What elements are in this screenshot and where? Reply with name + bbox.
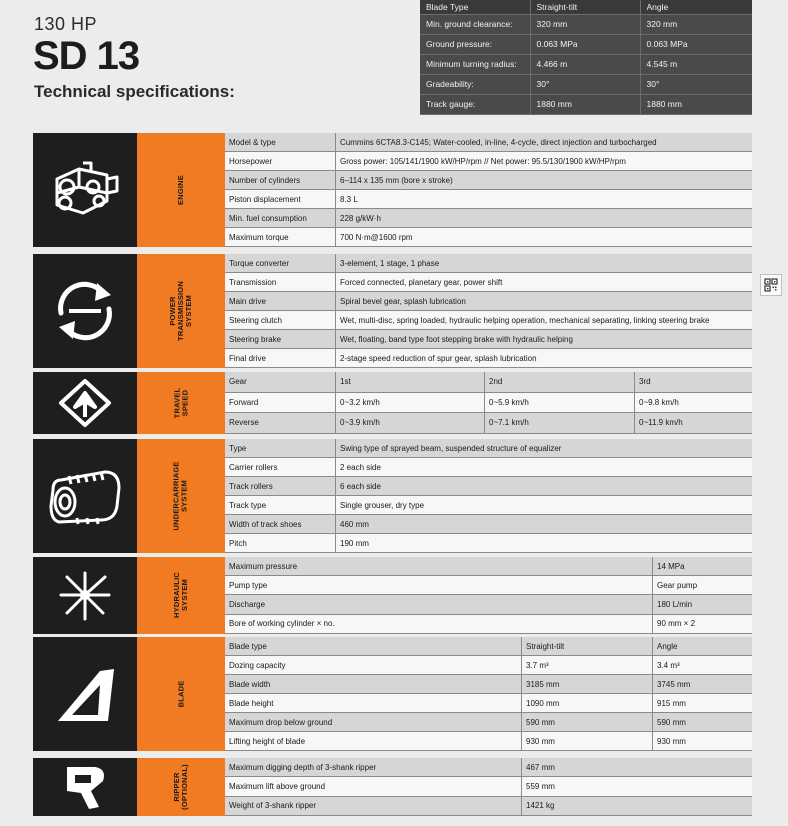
- spec-name: Discharge: [229, 599, 266, 609]
- spec-value: Wet, multi-disc, spring loaded, hydraulic helping operation, mechanical separating, linking steering brake: [335, 311, 752, 329]
- section-power-transmission: [33, 254, 752, 368]
- summary-col-header: Angle: [640, 0, 752, 14]
- spec-value: 3745 mm: [652, 675, 752, 693]
- summary-table-header: [420, 0, 752, 14]
- spec-name: Width of track shoes: [229, 519, 302, 529]
- spec-name: Horsepower: [229, 156, 273, 166]
- hydraulic-icon: [33, 557, 137, 634]
- transmission-icon: [33, 254, 137, 368]
- spec-value: Cummins 6CTA8.3-C145; Water-cooled, in-line, 4-cycle, direct injection and turbocharged: [335, 133, 752, 151]
- section-engine: [33, 133, 752, 247]
- spec-row: [225, 228, 752, 247]
- spec-value: 14 MPa: [652, 557, 752, 575]
- spec-row: [225, 675, 752, 694]
- spec-value: 3-element, 1 stage, 1 phase: [335, 254, 752, 272]
- spec-name: Weight of 3-shank ripper: [229, 801, 317, 811]
- section-label: [137, 758, 225, 816]
- section-label-text: ENGINE: [176, 175, 185, 205]
- spec-rows: [225, 254, 752, 368]
- spec-name: Maximum digging depth of 3-shank ripper: [229, 762, 377, 772]
- summary-cell: Minimum turning radius:: [420, 54, 530, 74]
- spec-value: 0~3.2 km/h: [335, 393, 484, 413]
- spec-row: [225, 656, 752, 675]
- spec-row: [225, 439, 752, 458]
- engine-icon: [33, 133, 137, 247]
- summary-cell: 320 mm: [640, 14, 752, 34]
- spec-row: [225, 515, 752, 534]
- spec-name: Maximum pressure: [229, 561, 298, 571]
- blade-icon: [33, 637, 137, 751]
- spec-name: Piston displacement: [229, 194, 301, 204]
- subtitle: Technical specifications:: [34, 82, 235, 101]
- spec-value: 2 each side: [335, 458, 752, 476]
- spec-value: 3185 mm: [521, 675, 652, 693]
- spec-value: 0~3.9 km/h: [335, 413, 484, 433]
- spec-value: Straight-tilt: [521, 637, 652, 655]
- summary-row: [420, 94, 752, 114]
- summary-cell: Ground pressure:: [420, 34, 530, 54]
- spec-row: [225, 732, 752, 751]
- spec-name: Min. fuel consumption: [229, 213, 307, 223]
- spec-row: [225, 190, 752, 209]
- spec-rows: [225, 439, 752, 553]
- spec-value: 559 mm: [521, 777, 752, 795]
- spec-value: Wet, floating, band type foot stepping brake with hydraulic helping: [335, 330, 752, 348]
- model-title: SD 13: [33, 34, 140, 78]
- spec-row: [225, 694, 752, 713]
- spec-name: Maximum drop below ground: [229, 717, 333, 727]
- spec-name: Carrier rollers: [229, 462, 278, 472]
- horsepower-heading: 130 HP: [34, 14, 98, 34]
- spec-value: 1421 kg: [521, 797, 752, 815]
- spec-row: [225, 458, 752, 477]
- spec-value: 8.3 L: [335, 190, 752, 208]
- spec-row: [225, 615, 752, 634]
- spec-name: Transmission: [229, 277, 277, 287]
- spec-row: [225, 171, 752, 190]
- section-blade: [33, 637, 752, 751]
- spec-value: 3rd: [634, 372, 752, 392]
- spec-rows: [225, 133, 752, 247]
- spec-row: [225, 557, 752, 576]
- spec-row: [225, 713, 752, 732]
- spec-value: 0~7.1 km/h: [484, 413, 634, 433]
- spec-row: [225, 311, 752, 330]
- spec-name: Main drive: [229, 296, 266, 306]
- summary-cell: 1880 mm: [530, 94, 640, 114]
- spec-value: 915 mm: [652, 694, 752, 712]
- spec-value: 190 mm: [335, 534, 752, 552]
- spec-name: Number of cylinders: [229, 175, 301, 185]
- summary-cell: Track gauge:: [420, 94, 530, 114]
- spec-row: [225, 273, 752, 292]
- spec-name: Track type: [229, 500, 267, 510]
- spec-row: [225, 254, 752, 273]
- spec-value: Angle: [652, 637, 752, 655]
- summary-cell: 4.545 m: [640, 54, 752, 74]
- spec-value: Forced connected, planetary gear, power shift: [335, 273, 752, 291]
- travel-speed-icon: [33, 372, 137, 434]
- spec-name: Reverse: [229, 418, 259, 428]
- spec-value: 3.7 m³: [521, 656, 652, 674]
- spec-name: Blade height: [229, 698, 274, 708]
- spec-row: [225, 576, 752, 595]
- summary-cell: 30°: [640, 74, 752, 94]
- section-label: [137, 133, 225, 247]
- spec-row: [225, 133, 752, 152]
- spec-value: 590 mm: [652, 713, 752, 731]
- section-hydraulic: [33, 557, 752, 634]
- section-label-text: RIPPER (OPTIONAL): [172, 764, 189, 810]
- section-label: [137, 637, 225, 751]
- spec-name: Track rollers: [229, 481, 273, 491]
- spec-row: [225, 797, 752, 816]
- spec-value: 930 mm: [652, 732, 752, 750]
- summary-cell: Gradeability:: [420, 74, 530, 94]
- spec-name: Type: [229, 443, 247, 453]
- spec-value: Swing type of sprayed beam, suspended structure of equalizer: [335, 439, 752, 457]
- spec-name: Blade type: [229, 641, 267, 651]
- spec-value: Single grouser, dry type: [335, 496, 752, 514]
- spec-name: Maximum torque: [229, 232, 289, 242]
- section-label-text: HYDRAULIC SYSTEM: [172, 572, 189, 619]
- spec-name: Forward: [229, 397, 259, 407]
- spec-name: Bore of working cylinder × no.: [229, 619, 335, 629]
- section-label: [137, 557, 225, 634]
- spec-name: Steering brake: [229, 334, 282, 344]
- spec-row: [225, 477, 752, 496]
- spec-value: 180 L/min: [652, 595, 752, 613]
- section-undercarriage: [33, 439, 752, 553]
- spec-rows: [225, 637, 752, 751]
- ripper-icon: [33, 758, 137, 816]
- spec-value: 228 g/kW·h: [335, 209, 752, 227]
- spec-name: Gear: [229, 377, 247, 387]
- spec-name: Steering clutch: [229, 315, 282, 325]
- section-travel-speed: [33, 372, 752, 434]
- section-label-text: UNDERCARRIAGE SYSTEM: [172, 461, 189, 531]
- spec-name: Final drive: [229, 353, 266, 363]
- spec-row: [225, 595, 752, 614]
- spec-value: 0~11.9 km/h: [634, 413, 752, 433]
- qr-code-icon: [764, 278, 778, 292]
- spec-rows: [225, 557, 752, 634]
- spec-row: [225, 292, 752, 311]
- spec-row: [225, 152, 752, 171]
- spec-row: [225, 637, 752, 656]
- spec-value: 2nd: [484, 372, 634, 392]
- spec-value: 0~5.9 km/h: [484, 393, 634, 413]
- summary-row: [420, 74, 752, 94]
- spec-row: [225, 496, 752, 515]
- section-ripper: [33, 758, 752, 816]
- summary-col-header: Blade Type: [420, 0, 530, 14]
- spec-value: 6 each side: [335, 477, 752, 495]
- section-label: [137, 439, 225, 553]
- spec-rows: [225, 758, 752, 816]
- summary-cell: 4.466 m: [530, 54, 640, 74]
- spec-row: [225, 372, 752, 393]
- spec-rows: [225, 372, 752, 434]
- spec-value: 590 mm: [521, 713, 652, 731]
- spec-row: [225, 330, 752, 349]
- spec-name: Lifting height of blade: [229, 736, 306, 746]
- spec-row: [225, 393, 752, 414]
- summary-cell: 1880 mm: [640, 94, 752, 114]
- spec-name: Torque converter: [229, 258, 290, 268]
- summary-cell: 320 mm: [530, 14, 640, 34]
- spec-name: Pump type: [229, 580, 268, 590]
- spec-name: Model & type: [229, 137, 276, 147]
- spec-row: [225, 534, 752, 553]
- spec-value: Gross power: 105/141/1900 kW/HP/rpm // Net power: 95.5/130/1900 kW/HP/rpm: [335, 152, 752, 170]
- section-label-text: POWER TRANSMISSION SYSTEM: [168, 281, 193, 341]
- summary-row: [420, 14, 752, 34]
- summary-col-header: Straight-tilt: [530, 0, 640, 14]
- spec-value: 1st: [335, 372, 484, 392]
- spec-value: 3.4 m³: [652, 656, 752, 674]
- summary-row: [420, 34, 752, 54]
- spec-value: 930 mm: [521, 732, 652, 750]
- section-label-text: TRAVEL SPEED: [172, 387, 189, 419]
- section-label-text: BLADE: [176, 680, 185, 708]
- summary-cell: Min. ground clearance:: [420, 14, 530, 34]
- spec-value: 467 mm: [521, 758, 752, 776]
- spec-value: Spiral bevel gear, splash lubrication: [335, 292, 752, 310]
- summary-table: [420, 0, 752, 115]
- summary-cell: 30°: [530, 74, 640, 94]
- summary-cell: 0.063 MPa: [640, 34, 752, 54]
- spec-value: 90 mm × 2: [652, 615, 752, 633]
- spec-value: 6–114 x 135 mm (bore x stroke): [335, 171, 752, 189]
- section-label: [137, 254, 225, 368]
- spec-row: [225, 777, 752, 796]
- spec-value: 0~9.8 km/h: [634, 393, 752, 413]
- spec-value: Gear pump: [652, 576, 752, 594]
- spec-name: Maximum lift above ground: [229, 781, 326, 791]
- header: [0, 0, 788, 126]
- qr-code-button[interactable]: [760, 274, 782, 296]
- spec-name: Blade width: [229, 679, 271, 689]
- spec-name: Dozing capacity: [229, 660, 286, 670]
- track-icon: [33, 439, 137, 553]
- summary-cell: 0.063 MPa: [530, 34, 640, 54]
- spec-row: [225, 349, 752, 368]
- spec-row: [225, 758, 752, 777]
- summary-row: [420, 54, 752, 74]
- section-label: [137, 372, 225, 434]
- spec-row: [225, 413, 752, 434]
- spec-row: [225, 209, 752, 228]
- spec-value: 1090 mm: [521, 694, 652, 712]
- spec-value: 700 N·m@1600 rpm: [335, 228, 752, 246]
- spec-value: 2-stage speed reduction of spur gear, splash lubrication: [335, 349, 752, 367]
- spec-value: 460 mm: [335, 515, 752, 533]
- spec-name: Pitch: [229, 538, 247, 548]
